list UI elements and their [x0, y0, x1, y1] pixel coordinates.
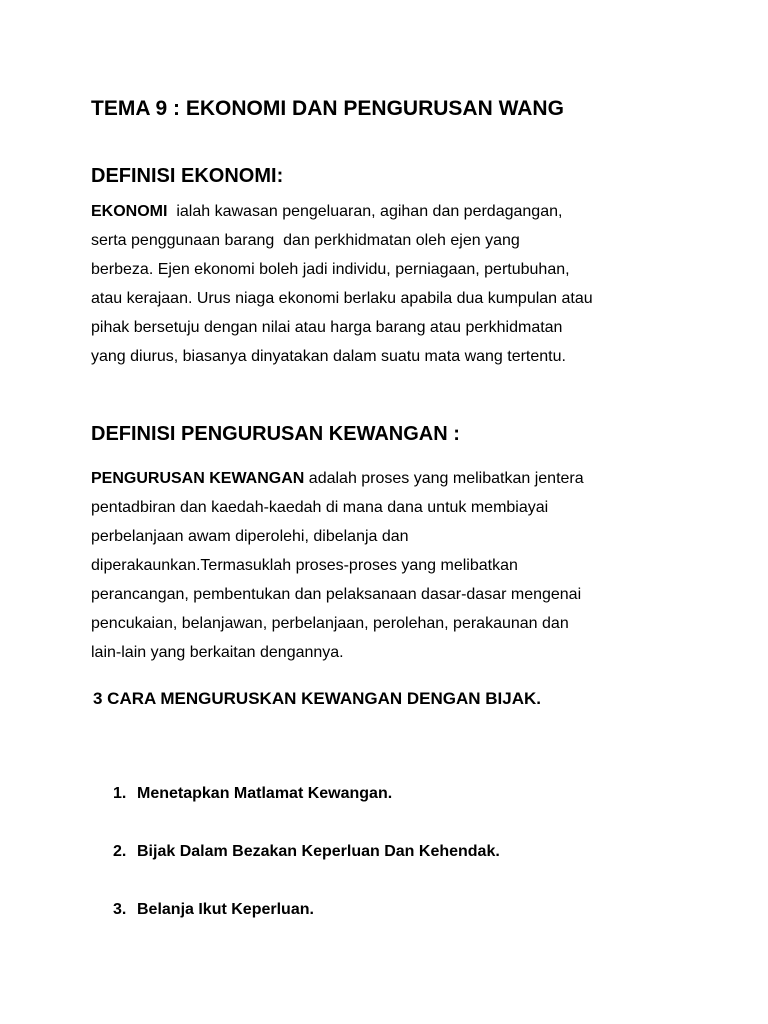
list-number: 2. — [113, 843, 127, 860]
heading-3-cara: 3 CARA MENGURUSKAN KEWANGAN DENGAN BIJAK. — [93, 689, 542, 708]
paragraph-line — [91, 197, 691, 226]
document-title: TEMA 9 : EKONOMI DAN PENGURUSAN WANG — [91, 97, 564, 120]
paragraph-line: lain-lain yang berkaitan dengannya. — [91, 644, 344, 661]
paragraph-line: diperakaunkan.Termasuklah proses-proses yang melibatkan — [91, 557, 518, 574]
heading-definisi-ekonomi: DEFINISI EKONOMI: — [91, 165, 284, 187]
list-number: 1. — [113, 785, 127, 802]
list-number: 3. — [113, 901, 127, 918]
numbered-list — [113, 780, 500, 923]
paragraph-line: pentadbiran dan kaedah-kaedah di mana dana untuk membiayai — [91, 499, 549, 516]
paragraph-line: perbelanjaan awam diperolehi, dibelanja dan — [91, 528, 409, 545]
defined-term: EKONOMI — [91, 203, 168, 220]
paragraph-line: yang diurus, biasanya dinyatakan dalam suatu mata wang tertentu. — [91, 348, 566, 365]
paragraph-line: berbeza. Ejen ekonomi boleh jadi individu, perniagaan, pertubuhan, — [91, 261, 570, 278]
heading-definisi-pengurusan-kewangan: DEFINISI PENGURUSAN KEWANGAN : — [91, 423, 460, 445]
paragraph-line: pencukaian, belanjawan, perbelanjaan, perolehan, perakaunan dan — [91, 615, 569, 632]
paragraph-line — [91, 464, 691, 493]
list-item — [113, 838, 500, 865]
paragraph-line: perancangan, pembentukan dan pelaksanaan dasar-dasar mengenai — [91, 586, 582, 603]
list-item-text: Bijak Dalam Bezakan Keperluan Dan Kehendak. — [137, 843, 500, 860]
defined-term: PENGURUSAN KEWANGAN — [91, 470, 305, 487]
paragraph-definisi-ekonomi — [91, 197, 691, 371]
line-text: adalah proses yang melibatkan jentera — [304, 470, 584, 487]
paragraph-line: serta penggunaan barang dan perkhidmatan oleh ejen yang — [91, 232, 520, 249]
list-item-text: Belanja Ikut Keperluan. — [137, 901, 314, 918]
paragraph-definisi-pengurusan-kewangan — [91, 464, 691, 667]
line-text: ialah kawasan pengeluaran, agihan dan perdagangan, — [167, 203, 563, 220]
list-item-text: Menetapkan Matlamat Kewangan. — [137, 785, 393, 802]
list-item — [113, 896, 500, 923]
paragraph-line: atau kerajaan. Urus niaga ekonomi berlaku apabila dua kumpulan atau — [91, 290, 593, 307]
paragraph-line: pihak bersetuju dengan nilai atau harga barang atau perkhidmatan — [91, 319, 563, 336]
list-item — [113, 780, 500, 807]
